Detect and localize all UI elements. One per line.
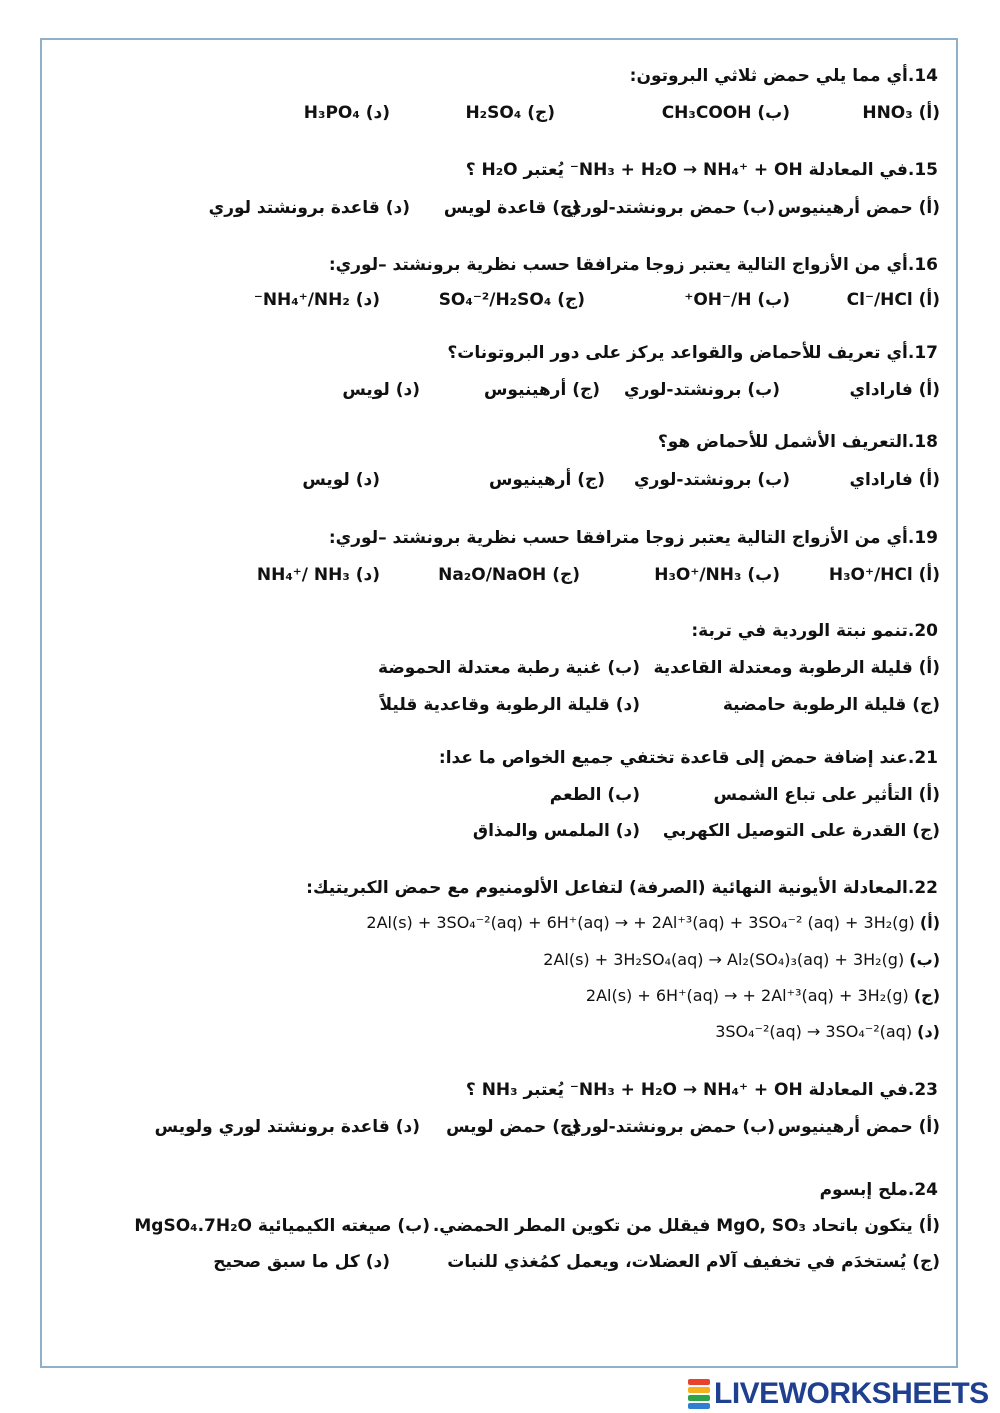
question-text: تنمو نبتة الوردية في تربة: xyxy=(691,621,908,641)
question-19: 19.أي من الأزواج التالية يعتبر زوجا مترافقا حسب نظرية برونشتد –لوري: xyxy=(328,528,938,548)
options-21-row2 xyxy=(60,821,940,847)
option-b[interactable]: (ب) صيغته الكيميائية MgSO₄.7H₂O xyxy=(134,1216,430,1236)
question-24: 24.ملح إبسوم xyxy=(819,1180,938,1200)
option-a[interactable]: (أ) Cl⁻/HCl xyxy=(846,290,940,310)
question-text: أي من الأزواج التالية يعتبر زوجا مترافقا حسب نظرية برونشتد –لوري: xyxy=(328,255,908,275)
question-text: ملح إبسوم xyxy=(819,1180,908,1200)
option-c[interactable]: (ج) أرهينيوس xyxy=(488,470,605,490)
question-text: عند إضافة حمض إلى قاعدة تختفي جميع الخواص ما عدا: xyxy=(438,748,908,768)
option-c[interactable]: (ج) حمض لويس xyxy=(446,1117,580,1137)
logo-icon xyxy=(688,1379,710,1409)
options-17 xyxy=(60,380,940,406)
options-24-row2 xyxy=(60,1252,940,1278)
options-19 xyxy=(60,565,940,591)
option-b[interactable]: (ب) برونشتد-لوري xyxy=(634,470,790,490)
option-a[interactable]: (أ) التأثير على تباع الشمس xyxy=(713,785,940,805)
question-18: 18.التعريف الأشمل للأحماض هو؟ xyxy=(657,432,938,452)
option-d[interactable]: (د) لويس xyxy=(342,380,420,400)
option-a[interactable]: (أ) قليلة الرطوبة ومعتدلة القاعدية xyxy=(653,658,940,678)
logo-stripe-1 xyxy=(688,1379,710,1385)
options-15 xyxy=(60,198,940,224)
options-20-row2 xyxy=(60,695,940,721)
option-a[interactable]: (أ) فاراداي xyxy=(849,380,940,400)
options-21-row1 xyxy=(60,785,940,811)
option-d[interactable]: (د) قاعدة برونشتد لوري ولويس xyxy=(154,1117,420,1137)
option-c[interactable]: (ج) 2Al(s) + 6H⁺(aq) → + 2Al⁺³(aq) + 3H₂(g) xyxy=(585,986,940,1005)
option-c[interactable]: (ج) SO₄⁻²/H₂SO₄ xyxy=(438,290,585,310)
option-a[interactable]: (أ) حمض أرهينيوس xyxy=(777,198,940,218)
option-c[interactable]: (ج) قليلة الرطوبة حامضية xyxy=(722,695,940,715)
question-21: 21.عند إضافة حمض إلى قاعدة تختفي جميع الخواص ما عدا: xyxy=(438,748,938,768)
question-20: 20.تنمو نبتة الوردية في تربة: xyxy=(691,621,938,641)
option-c[interactable]: (ج) H₂SO₄ xyxy=(465,103,555,123)
option-a[interactable]: (أ) حمض أرهينيوس xyxy=(777,1117,940,1137)
logo-text: LIVEWORKSHEETS xyxy=(714,1377,989,1410)
option-c[interactable]: (ج) Na₂O/NaOH xyxy=(438,565,580,585)
option-a[interactable]: (أ) 2Al(s) + 3SO₄⁻²(aq) + 6H⁺(aq) → + 2Al⁺³(aq) + 3SO₄⁻² (aq) + 3H₂(g) xyxy=(366,913,940,932)
option-a[interactable]: (أ) HNO₃ xyxy=(862,103,940,123)
options-14 xyxy=(60,103,940,129)
option-b[interactable]: (ب) غنية رطبة معتدلة الحموضة xyxy=(378,658,640,678)
question-17: 17.أي تعريف للأحماض والقواعد يركز على دور البروتونات؟ xyxy=(447,343,938,363)
logo-stripe-3 xyxy=(688,1395,710,1401)
options-18 xyxy=(60,470,940,496)
option-b[interactable]: (ب) حمض برونشتد-لوري xyxy=(566,198,775,218)
question-text: أي مما يلي حمض ثلاثي البروتون: xyxy=(629,66,908,86)
question-14: 14.أي مما يلي حمض ثلاثي البروتون: xyxy=(629,66,938,86)
question-text: المعادلة الأيونية النهائية (الصرفة) لتفاعل الألومنيوم مع حمض الكبريتيك: xyxy=(306,878,908,898)
option-c[interactable]: (ج) القدرة على التوصيل الكهربي xyxy=(662,821,940,841)
option-d[interactable]: (د) كل ما سبق صحيح xyxy=(213,1252,390,1272)
question-23: 23.في المعادلة NH₃ + H₂O → NH₄⁺ + OH⁻ يُعتبر NH₃ ؟ xyxy=(465,1080,938,1100)
question-text: أي من الأزواج التالية يعتبر زوجا مترافقا حسب نظرية برونشتد –لوري: xyxy=(328,528,908,548)
option-d[interactable]: (د) لويس xyxy=(302,470,380,490)
option-a[interactable]: (أ) فاراداي xyxy=(849,470,940,490)
option-b[interactable]: (ب) حمض برونشتد-لوري xyxy=(566,1117,775,1137)
option-d[interactable]: (د) قليلة الرطوبة وقاعدية قليلاً xyxy=(379,695,640,715)
question-text: في المعادلة NH₃ + H₂O → NH₄⁺ + OH⁻ يُعتبر H₂O ؟ xyxy=(465,160,908,180)
question-text: أي تعريف للأحماض والقواعد يركز على دور البروتونات؟ xyxy=(447,343,908,363)
option-a[interactable]: (أ) يتكون باتحاد MgO, SO₃ فيقلل من تكوين المطر الحمضي. xyxy=(432,1216,940,1236)
option-b[interactable]: (ب) CH₃COOH xyxy=(661,103,790,123)
logo-stripe-2 xyxy=(688,1387,710,1393)
option-b[interactable]: (ب) OH⁻/H⁺ xyxy=(684,290,790,310)
option-d[interactable]: (د) NH₄⁺/NH₂⁻ xyxy=(253,290,380,310)
option-b[interactable]: (ب) برونشتد-لوري xyxy=(624,380,780,400)
option-c[interactable]: (ج) أرهينيوس xyxy=(483,380,600,400)
option-c[interactable]: (ج) يُستخدَم في تخفيف آلام العضلات، ويعمل كمُغذي للنبات xyxy=(447,1252,940,1272)
question-text: التعريف الأشمل للأحماض هو؟ xyxy=(657,432,908,452)
question-15: 15.في المعادلة NH₃ + H₂O → NH₄⁺ + OH⁻ يُعتبر H₂O ؟ xyxy=(465,160,938,180)
question-text: في المعادلة NH₃ + H₂O → NH₄⁺ + OH⁻ يُعتبر NH₃ ؟ xyxy=(465,1080,908,1100)
options-16 xyxy=(60,290,940,316)
question-22: 22.المعادلة الأيونية النهائية (الصرفة) لتفاعل الألومنيوم مع حمض الكبريتيك: xyxy=(306,878,938,898)
liveworksheets-logo[interactable] xyxy=(688,1376,989,1412)
option-b[interactable]: (ب) الطعم xyxy=(549,785,640,805)
question-16: 16.أي من الأزواج التالية يعتبر زوجا مترافقا حسب نظرية برونشتد –لوري: xyxy=(328,255,938,275)
option-d[interactable]: (د) NH₄⁺/ NH₃ xyxy=(256,565,380,585)
option-b[interactable]: (ب) 2Al(s) + 3H₂SO₄(aq) → Al₂(SO₄)₃(aq) + 3H₂(g) xyxy=(543,950,940,969)
option-b[interactable]: (ب) H₃O⁺/NH₃ xyxy=(654,565,780,585)
option-d[interactable]: (د) 3SO₄⁻²(aq) → 3SO₄⁻²(aq) xyxy=(715,1022,940,1041)
option-d[interactable]: (د) H₃PO₄ xyxy=(303,103,390,123)
options-20-row1 xyxy=(60,658,940,684)
logo-stripe-4 xyxy=(688,1403,710,1409)
options-24-row1 xyxy=(60,1216,940,1242)
options-23 xyxy=(60,1117,940,1143)
option-d[interactable]: (د) قاعدة برونشتد لوري xyxy=(208,198,410,218)
option-a[interactable]: (أ) H₃O⁺/HCl xyxy=(828,565,940,585)
option-c[interactable]: (ج) قاعدة لويس xyxy=(443,198,580,218)
option-d[interactable]: (د) الملمس والمذاق xyxy=(472,821,640,841)
